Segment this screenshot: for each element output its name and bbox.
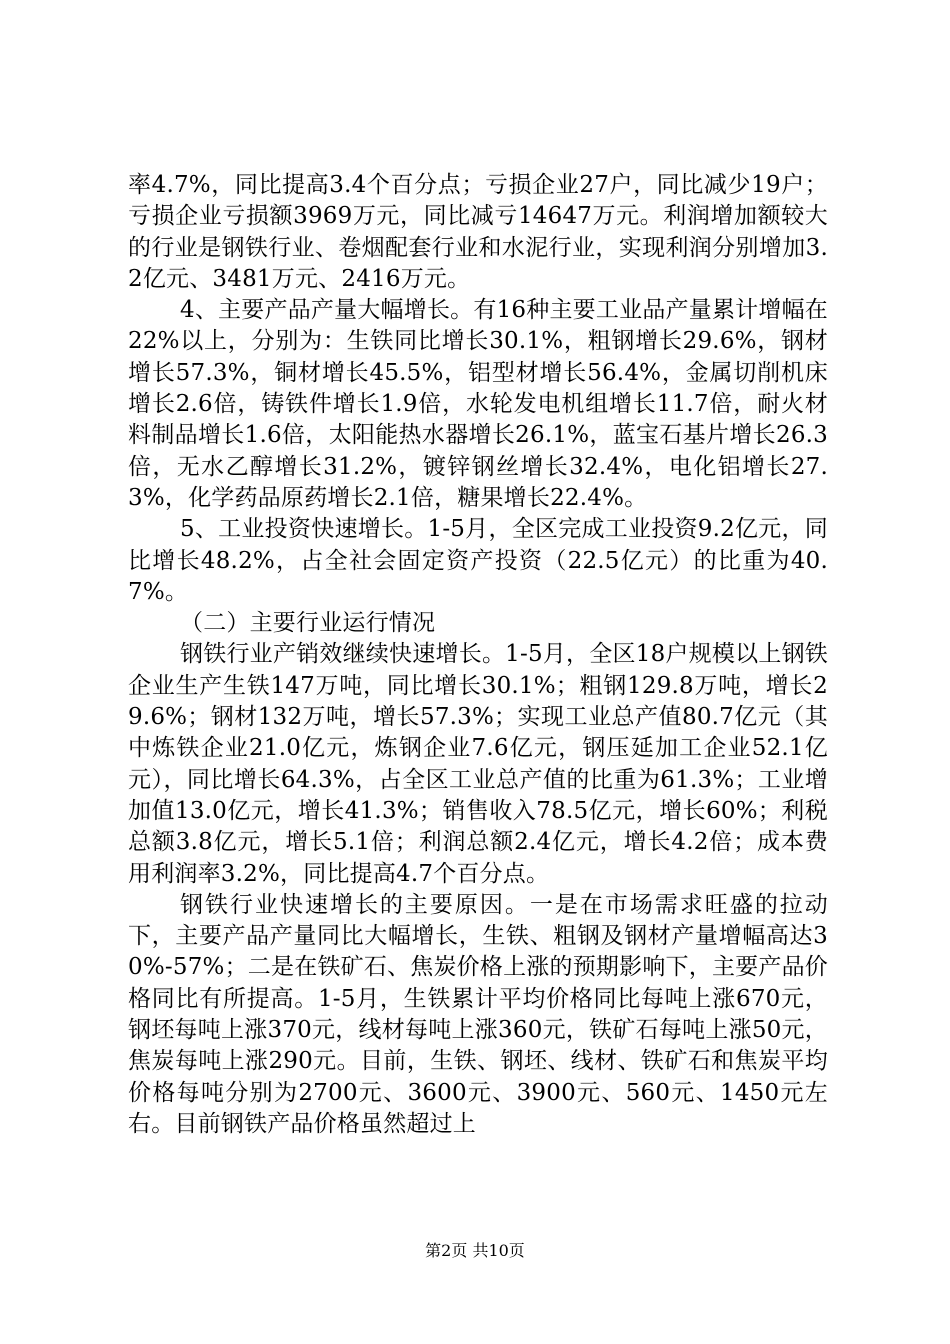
paragraph-industrial-investment: 5、工业投资快速增长。1-5月，全区完成工业投资9.2亿元，同比增长48.2%，占全社会固定资产投资（22.5亿元）的比重为40.7%。: [128, 516, 828, 605]
paragraph-product-output: 4、主要产品产量大幅增长。有16种主要工业品产量累计增幅在22%以上，分别为：生铁同比增长30.1%，粗钢增长29.6%，钢材增长57.3%，铜材增长45.5%，铝型材增长56.4%，金属切削机床增长2.6倍，铸铁件增长1.9倍，水轮发电机组增长11.7倍，耐火材料制品增长1.6倍，太阳能热水器增长26.1%，蓝宝石基片增长26.3倍，无水乙醇增长31.2%，镀锌钢丝增长32.4%，电化铝增长27.3%，化学药品原药增长2.1倍，糖果增长22.4%。: [128, 297, 828, 511]
paragraph-steel-industry: 钢铁行业产销效继续快速增长。1-5月，全区18户规模以上钢铁企业生产生铁147万吨，同比增长30.1%；粗钢129.8万吨，增长29.6%；钢材132万吨，增长57.3%；实现工业总产值80.7亿元（其中炼铁企业21.0亿元，炼钢企业7.6亿元，钢压延加工企业52.1亿元），同比增长64.3%，占全区工业总产值的比重为61.3%；工业增加值13.0亿元，增长41.3%；销售收入78.5亿元，增长60%；利税总额3.8亿元，增长5.1倍；利润总额2.4亿元，增长4.2倍；成本费用利润率3.2%，同比提高4.7个百分点。: [128, 641, 828, 887]
document-body: [128, 170, 828, 1140]
paragraph-profit-continued: 率4.7%，同比提高3.4个百分点；亏损企业27户，同比减少19户；亏损企业亏损额3969万元，同比减亏14647万元。利润增加额较大的行业是钢铁行业、卷烟配套行业和水泥行业，实现利润分别增加3.2亿元、3481万元、2416万元。: [128, 172, 828, 292]
paragraph-steel-growth-reasons: 钢铁行业快速增长的主要原因。一是在市场需求旺盛的拉动下，主要产品产量同比大幅增长，生铁、粗钢及钢材产量增幅高达30%-57%；二是在铁矿石、焦炭价格上涨的预期影响下，主要产品价格同比有所提高。1-5月，生铁累计平均价格同比每吨上涨670元，钢坯每吨上涨370元，线材每吨上涨360元，铁矿石每吨上涨50元，焦炭每吨上涨290元。目前，生铁、钢坯、线材、铁矿石和焦炭平均价格每吨分别为2700元、3600元、3900元、560元、1450元左右。目前钢铁产品价格虽然超过上: [128, 891, 828, 1137]
section-heading-industry-operation: （二）主要行业运行情况: [180, 610, 436, 637]
page-footer: 第2页 共10页: [425, 1241, 525, 1260]
